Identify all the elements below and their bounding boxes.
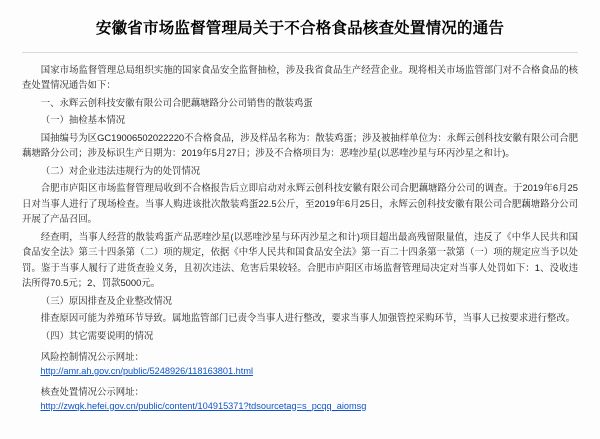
risk-control-link[interactable]: http://amr.ah.gov.cn/public/5248926/118163801.html: [40, 365, 254, 376]
intro-paragraph: 国家市场监督管理总局组织实施的国家食品安全监督抽检，涉及我省食品生产经营企业。现将相关市场监管部门对不合格食品的核查处置情况通告如下：: [22, 63, 578, 90]
verification-link-label: 核查处置情况公示网址：: [40, 385, 144, 397]
subsection-paragraph-1-3-1: 排查原因可能为养殖环节导致。属地监管部门已责令当事人进行整改，要求当事人加强管控采购环节，当事人已按要求进行整改。: [40, 312, 576, 324]
risk-control-link-label: 风险控制情况公示网址：: [40, 350, 144, 362]
subsection-paragraph-1-2-1: 合肥市庐阳区市场监督管理局收到不合格报告后立即启动对永辉云创科技安徽有限公司合肥藕塘路分公司的调查。于2019年6月25日对当事人进行了现场检查。当事人购进该批次散装鸡蛋22.5公斤，至2019年6月25日，永辉云创科技安徽有限公司合肥藕塘路分公司开展了产品召回。: [22, 182, 578, 224]
verification-link[interactable]: http://zwqk.hefei.gov.cn/public/content/104915371?tdsourcetag=s_pcqq_aiomsg: [40, 400, 367, 411]
subsection-paragraph-1-1-1: 国抽编号为区GC19006502022220不合格食品，涉及样品名称为：散装鸡蛋；涉及被抽样单位为：永辉云创科技安徽有限公司合肥藕塘路分公司；涉及标识生产日期为：2019年5月27日；涉及不合格项目为：恶喹沙星(以恶喹沙星与环丙沙星之和计)。: [22, 131, 578, 158]
page-title: 安徽省市场监督管理局关于不合格食品核查处置情况的通告: [95, 20, 505, 37]
subsection-paragraph-1-2-2: 经查明，当事人经营的散装鸡蛋产品恶喹沙星(以恶喹沙星与环丙沙星之和计)项目超出最高残留限量值，违反了《中华人民共和国食品安全法》第三十四条第（二）项的规定，依据《中华人民共和国食品安全法》第一百二十四条第一款第（一）项的规定应当予以处罚。鉴于当事人履行了进货查验义务，且初次违法、危害后果较轻。合肥市庐阳区市场监督管理局决定对当事人处罚如下：1、没收违法所得70.5元；2、罚款5000元。: [22, 231, 578, 288]
subsection-heading-1-1: （一）抽检基本情况: [40, 114, 126, 126]
subsection-heading-1-3: （三）原因排查及企业整改情况: [40, 294, 173, 306]
section-heading-1: 一、永辉云创科技安徽有限公司合肥藕塘路分公司销售的散装鸡蛋: [40, 97, 313, 109]
subsection-heading-1-4: （四）其它需要说明的情况: [40, 330, 154, 342]
title-divider: [22, 52, 578, 53]
subsection-heading-1-2: （二）对企业违法违规行为的处罚情况: [40, 165, 201, 177]
